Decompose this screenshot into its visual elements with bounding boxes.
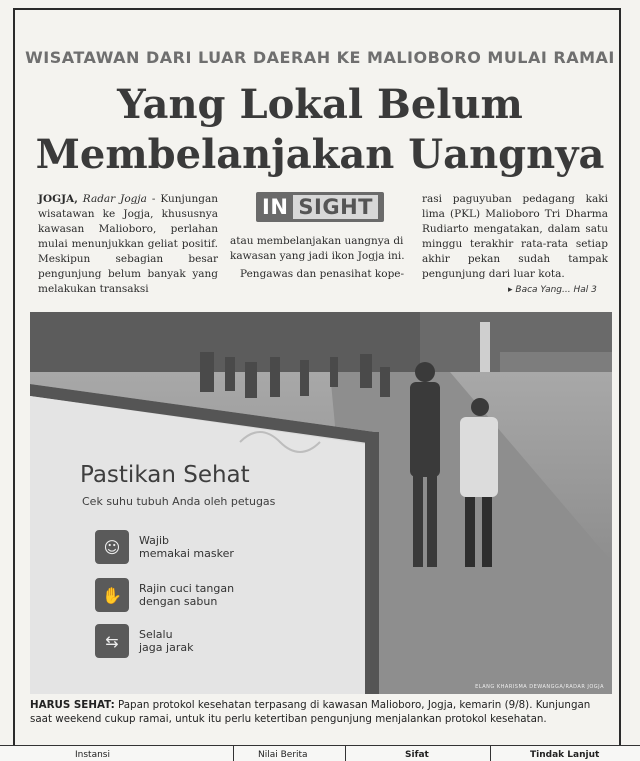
article-col2-p2: Pengawas dan penasihat kope- <box>240 268 405 280</box>
photo-credit: ELANG KHARISMA DEWANGGA/RADAR JOGJA <box>475 684 604 690</box>
sign-item-mask-line2: memakai masker <box>139 547 234 560</box>
footer-sifat: Sifat <box>405 750 429 760</box>
insight-sight: SIGHT <box>293 195 378 219</box>
sign-subtitle: Cek suhu tubuh Anda oleh petugas <box>82 495 276 508</box>
footer-divider <box>345 746 346 761</box>
headline-line-1: Yang Lokal Belum <box>117 81 523 128</box>
distance-icon: ⇆ <box>95 624 129 658</box>
article-column-3 <box>422 192 608 285</box>
handwash-icon: ✋ <box>95 578 129 612</box>
sign-title: Pastikan Sehat <box>80 462 250 488</box>
footer-divider <box>490 746 491 761</box>
sign-item-distance <box>95 624 193 658</box>
footer-tindak-lanjut: Tindak Lanjut <box>530 750 600 760</box>
footer-divider <box>233 746 234 761</box>
article-source: Radar Jogja <box>82 193 147 205</box>
mask-icon: ☺ <box>95 530 129 564</box>
footer-nilai-berita: Nilai Berita <box>258 750 308 760</box>
read-more-text: Baca Yang... Hal 3 <box>515 285 597 295</box>
photo-caption <box>30 698 615 726</box>
article-column-2 <box>230 192 410 285</box>
sign-item-handwash-line1: Rajin cuci tangan <box>139 582 235 595</box>
caption-text: Papan protokol kesehatan terpasang di kawasan Malioboro, Jogja, kemarin (9/8). Kunjungan saat weekend cukup ramai, untuk itu perlu ketertiban pengunjung menjalankan protokol kesehatan. <box>30 699 591 725</box>
insight-in: IN <box>262 194 289 219</box>
article-dateline: JOGJA, <box>38 193 78 205</box>
sign-item-mask <box>95 530 234 564</box>
caption-lead: HARUS SEHAT: <box>30 699 115 711</box>
article-col3-p1: rasi paguyuban pedagang kaki lima (PKL) Malioboro Tri Dharma Rudiarto mengatakan, dalam satu minggu terakhir rata-rata setiap akhir pekan sudah tampak pengunjung dari luar kota. <box>422 193 608 280</box>
article-headline <box>20 80 620 180</box>
clipping-footer-bar <box>0 745 640 761</box>
sign-item-mask-line1: Wajib <box>139 534 170 547</box>
article-col2-p1: atau membelanjakan uangnya di kawasan yang jadi ikon Jogja ini. <box>230 235 405 262</box>
insight-logo <box>230 192 410 222</box>
article-column-1 <box>38 192 218 300</box>
sign-item-distance-line1: Selalu <box>139 628 173 641</box>
footer-instansi: Instansi <box>75 750 110 760</box>
sign-item-handwash <box>95 578 234 612</box>
sign-item-distance-line2: jaga jarak <box>139 641 194 654</box>
read-more-link[interactable]: ▸ Baca Yang... Hal 3 <box>508 285 597 295</box>
article-kicker: WISATAWAN DARI LUAR DAERAH KE MALIOBORO MULAI RAMAI <box>25 48 615 67</box>
article-col1-text: - Kunjungan wisatawan ke Jogja, khususnya kawasan Malioboro, perlahan mulai menunjukkan geliat positif. Meskipun sebagian besar pengunjung belum banyak yang melakukan transaksi <box>38 193 219 295</box>
headline-line-2: Membelanjakan Uangnya <box>35 131 605 178</box>
sign-item-handwash-line2: dengan sabun <box>139 595 218 608</box>
